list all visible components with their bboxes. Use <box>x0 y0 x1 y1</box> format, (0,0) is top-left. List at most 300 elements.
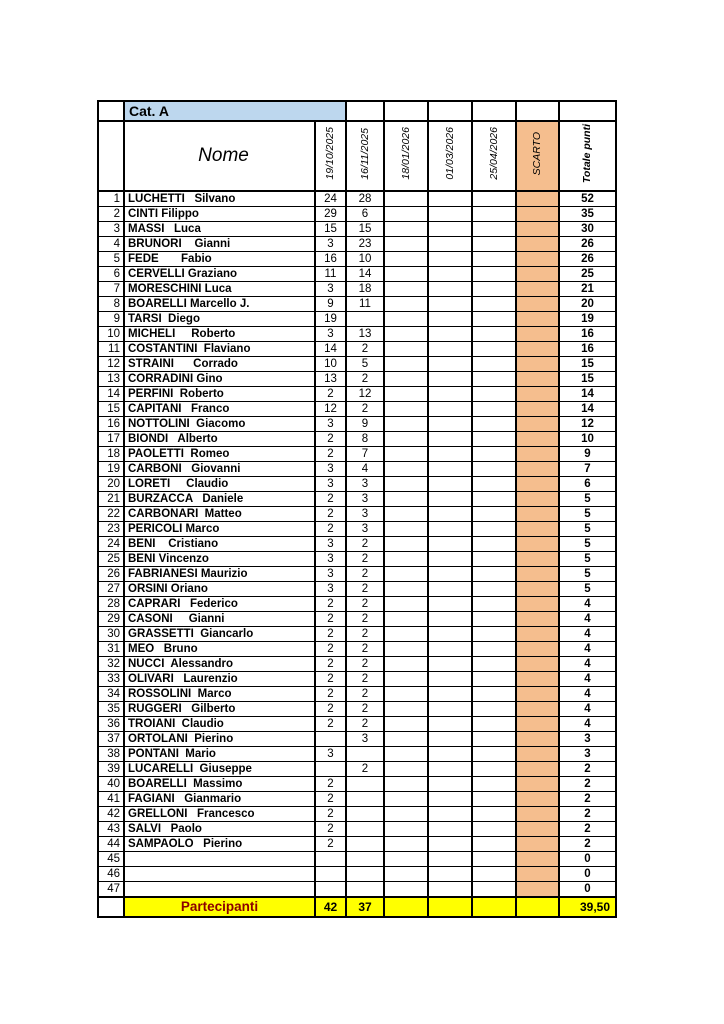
rank-cell: 40 <box>98 777 124 792</box>
score-cell-date2: 2 <box>346 657 384 672</box>
table-row <box>98 732 616 747</box>
score-cell-date5 <box>472 492 516 507</box>
score-cell-date4 <box>428 762 472 777</box>
table-row <box>98 822 616 837</box>
scarto-cell <box>516 207 559 222</box>
player-name-cell: COSTANTINI Flaviano <box>124 342 315 357</box>
rank-cell: 5 <box>98 252 124 267</box>
score-cell-date4 <box>428 237 472 252</box>
score-cell-date5 <box>472 432 516 447</box>
rank-cell: 11 <box>98 342 124 357</box>
table-row <box>98 522 616 537</box>
table-row <box>98 747 616 762</box>
empty-cell <box>428 101 472 121</box>
name-column-header <box>124 121 315 191</box>
score-cell-date3 <box>384 822 428 837</box>
table-row <box>98 402 616 417</box>
score-cell-date3 <box>384 837 428 852</box>
score-cell-date2: 3 <box>346 492 384 507</box>
score-cell-date2: 2 <box>346 717 384 732</box>
score-cell-date2 <box>346 792 384 807</box>
score-cell-date3 <box>384 342 428 357</box>
total-points-cell: 3 <box>559 747 616 762</box>
total-points-cell: 21 <box>559 282 616 297</box>
rank-cell: 2 <box>98 207 124 222</box>
category-title: Cat. A <box>124 101 346 121</box>
rank-cell: 33 <box>98 672 124 687</box>
scarto-cell <box>516 297 559 312</box>
score-cell-date2: 2 <box>346 672 384 687</box>
score-cell-date1: 2 <box>315 627 346 642</box>
rank-cell: 32 <box>98 657 124 672</box>
scarto-cell <box>516 387 559 402</box>
score-cell-date4 <box>428 672 472 687</box>
score-cell-date2: 9 <box>346 417 384 432</box>
total-points-cell: 35 <box>559 207 616 222</box>
total-column-header <box>559 121 616 191</box>
participants-count-2: 37 <box>346 897 384 917</box>
score-cell-date2: 2 <box>346 342 384 357</box>
empty-footer-cell <box>384 897 428 917</box>
total-points-cell: 0 <box>559 852 616 867</box>
total-points-cell: 2 <box>559 822 616 837</box>
score-cell-date1 <box>315 732 346 747</box>
total-points-cell: 25 <box>559 267 616 282</box>
total-points-cell: 6 <box>559 477 616 492</box>
corner-cell <box>98 101 124 121</box>
player-name-cell: BENI Vincenzo <box>124 552 315 567</box>
score-cell-date5 <box>472 732 516 747</box>
table-row <box>98 687 616 702</box>
score-cell-date4 <box>428 191 472 207</box>
score-cell-date5 <box>472 191 516 207</box>
score-cell-date3 <box>384 417 428 432</box>
score-cell-date5 <box>472 387 516 402</box>
rank-cell: 21 <box>98 492 124 507</box>
score-cell-date1: 3 <box>315 582 346 597</box>
score-cell-date4 <box>428 462 472 477</box>
score-cell-date1: 2 <box>315 702 346 717</box>
score-cell-date5 <box>472 357 516 372</box>
rank-cell: 3 <box>98 222 124 237</box>
table-row <box>98 627 616 642</box>
table-row <box>98 762 616 777</box>
score-cell-date5 <box>472 837 516 852</box>
date-label: 25/04/2026 <box>487 127 500 180</box>
score-cell-date5 <box>472 207 516 222</box>
score-cell-date4 <box>428 417 472 432</box>
date-column-header <box>315 121 346 191</box>
score-cell-date3 <box>384 717 428 732</box>
scarto-cell <box>516 837 559 852</box>
player-name-cell: LUCHETTI Silvano <box>124 191 315 207</box>
table-row <box>98 342 616 357</box>
table-row <box>98 417 616 432</box>
score-cell-date1: 2 <box>315 447 346 462</box>
date-label: 18/01/2026 <box>399 127 412 180</box>
score-cell-date1: 16 <box>315 252 346 267</box>
score-cell-date1: 2 <box>315 522 346 537</box>
total-points-cell: 12 <box>559 417 616 432</box>
player-name-cell <box>124 852 315 867</box>
player-name-cell: MICHELI Roberto <box>124 327 315 342</box>
score-cell-date2: 12 <box>346 387 384 402</box>
rank-cell: 25 <box>98 552 124 567</box>
score-cell-date1: 3 <box>315 417 346 432</box>
score-cell-date4 <box>428 387 472 402</box>
score-cell-date2: 7 <box>346 447 384 462</box>
scarto-cell <box>516 732 559 747</box>
player-name-cell: GRELLONI Francesco <box>124 807 315 822</box>
scarto-cell <box>516 462 559 477</box>
table-row <box>98 657 616 672</box>
player-name-cell: CARBONARI Matteo <box>124 507 315 522</box>
score-cell-date3 <box>384 597 428 612</box>
rank-cell: 27 <box>98 582 124 597</box>
score-cell-date2: 15 <box>346 222 384 237</box>
total-points-cell: 4 <box>559 687 616 702</box>
score-cell-date5 <box>472 522 516 537</box>
score-cell-date5 <box>472 402 516 417</box>
player-name-cell: CAPRARI Federico <box>124 597 315 612</box>
participants-row <box>98 897 616 917</box>
player-name-cell: NUCCI Alessandro <box>124 657 315 672</box>
score-cell-date1: 2 <box>315 717 346 732</box>
scarto-cell <box>516 237 559 252</box>
score-cell-date1: 3 <box>315 747 346 762</box>
rank-cell: 28 <box>98 597 124 612</box>
score-cell-date2: 3 <box>346 477 384 492</box>
score-cell-date3 <box>384 612 428 627</box>
score-cell-date5 <box>472 852 516 867</box>
score-cell-date4 <box>428 882 472 898</box>
score-cell-date4 <box>428 837 472 852</box>
score-cell-date5 <box>472 642 516 657</box>
score-cell-date1: 2 <box>315 657 346 672</box>
score-cell-date3 <box>384 522 428 537</box>
score-cell-date5 <box>472 762 516 777</box>
score-cell-date1: 10 <box>315 357 346 372</box>
total-points-cell: 9 <box>559 447 616 462</box>
rank-cell: 6 <box>98 267 124 282</box>
rank-cell: 22 <box>98 507 124 522</box>
score-cell-date1: 2 <box>315 507 346 522</box>
player-name-cell: PONTANI Mario <box>124 747 315 762</box>
player-name-cell: CARBONI Giovanni <box>124 462 315 477</box>
score-cell-date1: 13 <box>315 372 346 387</box>
name-header-label: Nome <box>198 145 249 166</box>
score-cell-date3 <box>384 567 428 582</box>
rank-cell: 18 <box>98 447 124 462</box>
rank-cell: 9 <box>98 312 124 327</box>
category-row <box>98 101 616 121</box>
scarto-cell <box>516 327 559 342</box>
score-cell-date5 <box>472 567 516 582</box>
total-points-cell: 15 <box>559 357 616 372</box>
score-cell-date3 <box>384 312 428 327</box>
table-row <box>98 357 616 372</box>
score-cell-date2: 2 <box>346 567 384 582</box>
scarto-cell <box>516 222 559 237</box>
rank-cell: 35 <box>98 702 124 717</box>
score-cell-date2: 2 <box>346 552 384 567</box>
player-name-cell <box>124 882 315 898</box>
score-cell-date5 <box>472 597 516 612</box>
scarto-cell <box>516 537 559 552</box>
score-cell-date3 <box>384 297 428 312</box>
score-cell-date3 <box>384 267 428 282</box>
score-cell-date5 <box>472 507 516 522</box>
score-cell-date2: 3 <box>346 507 384 522</box>
rank-cell: 41 <box>98 792 124 807</box>
score-cell-date2 <box>346 867 384 882</box>
score-cell-date1: 3 <box>315 567 346 582</box>
scarto-cell <box>516 552 559 567</box>
table-row <box>98 882 616 898</box>
score-cell-date4 <box>428 732 472 747</box>
score-cell-date3 <box>384 687 428 702</box>
score-cell-date1: 2 <box>315 837 346 852</box>
score-cell-date3 <box>384 432 428 447</box>
score-cell-date1: 3 <box>315 327 346 342</box>
scarto-cell <box>516 597 559 612</box>
score-cell-date3 <box>384 642 428 657</box>
player-name-cell: CORRADINI Gino <box>124 372 315 387</box>
rank-cell: 8 <box>98 297 124 312</box>
scarto-cell <box>516 867 559 882</box>
score-cell-date4 <box>428 612 472 627</box>
score-cell-date5 <box>472 447 516 462</box>
table-row <box>98 207 616 222</box>
player-name-cell: SALVI Paolo <box>124 822 315 837</box>
rank-cell: 13 <box>98 372 124 387</box>
table-row <box>98 597 616 612</box>
score-cell-date3 <box>384 222 428 237</box>
score-cell-date1: 14 <box>315 342 346 357</box>
spreadsheet-page <box>97 100 617 918</box>
rank-cell: 38 <box>98 747 124 762</box>
score-cell-date2 <box>346 777 384 792</box>
score-cell-date4 <box>428 657 472 672</box>
scarto-cell <box>516 252 559 267</box>
score-cell-date2: 2 <box>346 372 384 387</box>
scarto-cell <box>516 507 559 522</box>
scarto-label: SCARTO <box>531 131 544 176</box>
scarto-cell <box>516 702 559 717</box>
total-points-cell: 14 <box>559 387 616 402</box>
participants-average: 39,50 <box>559 897 616 917</box>
table-row <box>98 792 616 807</box>
score-cell-date1: 3 <box>315 537 346 552</box>
score-cell-date4 <box>428 492 472 507</box>
score-cell-date5 <box>472 537 516 552</box>
score-cell-date3 <box>384 327 428 342</box>
score-cell-date5 <box>472 717 516 732</box>
score-cell-date1: 2 <box>315 492 346 507</box>
rank-cell: 20 <box>98 477 124 492</box>
score-cell-date4 <box>428 702 472 717</box>
rank-cell: 30 <box>98 627 124 642</box>
score-cell-date3 <box>384 537 428 552</box>
score-cell-date4 <box>428 372 472 387</box>
player-name-cell: BOARELLI Marcello J. <box>124 297 315 312</box>
score-cell-date2: 6 <box>346 207 384 222</box>
score-cell-date4 <box>428 252 472 267</box>
total-points-cell: 5 <box>559 492 616 507</box>
score-cell-date4 <box>428 447 472 462</box>
score-cell-date2 <box>346 882 384 898</box>
player-name-cell: CASONI Gianni <box>124 612 315 627</box>
total-points-cell: 3 <box>559 732 616 747</box>
score-cell-date1: 3 <box>315 462 346 477</box>
scarto-cell <box>516 567 559 582</box>
player-name-cell: RUGGERI Gilberto <box>124 702 315 717</box>
rank-cell: 24 <box>98 537 124 552</box>
score-cell-date4 <box>428 402 472 417</box>
table-row <box>98 552 616 567</box>
score-cell-date4 <box>428 747 472 762</box>
table-row <box>98 312 616 327</box>
score-cell-date5 <box>472 267 516 282</box>
score-cell-date1: 2 <box>315 672 346 687</box>
total-points-cell: 5 <box>559 507 616 522</box>
scarto-cell <box>516 492 559 507</box>
score-cell-date5 <box>472 222 516 237</box>
score-cell-date5 <box>472 462 516 477</box>
total-points-cell: 4 <box>559 702 616 717</box>
player-name-cell: OLIVARI Laurenzio <box>124 672 315 687</box>
player-name-cell: BURZACCA Daniele <box>124 492 315 507</box>
score-cell-date5 <box>472 882 516 898</box>
scarto-cell <box>516 477 559 492</box>
rank-cell: 19 <box>98 462 124 477</box>
score-cell-date5 <box>472 372 516 387</box>
score-cell-date5 <box>472 777 516 792</box>
rank-cell: 31 <box>98 642 124 657</box>
player-name-cell: TROIANI Claudio <box>124 717 315 732</box>
empty-footer-cell <box>428 897 472 917</box>
rows-body <box>98 191 616 897</box>
rank-cell: 39 <box>98 762 124 777</box>
empty-footer-cell <box>516 897 559 917</box>
total-points-cell: 16 <box>559 327 616 342</box>
score-cell-date4 <box>428 867 472 882</box>
table-row <box>98 777 616 792</box>
score-cell-date3 <box>384 747 428 762</box>
table-row <box>98 432 616 447</box>
score-cell-date5 <box>472 312 516 327</box>
table-row <box>98 582 616 597</box>
player-name-cell: STRAINI Corrado <box>124 357 315 372</box>
rank-cell: 14 <box>98 387 124 402</box>
score-cell-date1: 2 <box>315 777 346 792</box>
rank-cell: 23 <box>98 522 124 537</box>
score-cell-date2: 2 <box>346 612 384 627</box>
total-points-cell: 5 <box>559 522 616 537</box>
scarto-cell <box>516 747 559 762</box>
score-cell-date1: 2 <box>315 822 346 837</box>
table-row <box>98 537 616 552</box>
total-points-cell: 5 <box>559 582 616 597</box>
score-cell-date5 <box>472 702 516 717</box>
score-cell-date4 <box>428 267 472 282</box>
score-cell-date3 <box>384 777 428 792</box>
player-name-cell: PERFINI Roberto <box>124 387 315 402</box>
empty-footer-cell <box>472 897 516 917</box>
player-name-cell: SAMPAOLO Pierino <box>124 837 315 852</box>
table-row <box>98 327 616 342</box>
date-column-header <box>472 121 516 191</box>
rank-cell: 29 <box>98 612 124 627</box>
score-cell-date5 <box>472 627 516 642</box>
scarto-cell <box>516 432 559 447</box>
score-cell-date1: 12 <box>315 402 346 417</box>
table-row <box>98 507 616 522</box>
score-cell-date1: 3 <box>315 552 346 567</box>
header-row <box>98 121 616 191</box>
empty-cell <box>559 101 616 121</box>
score-cell-date3 <box>384 732 428 747</box>
score-cell-date2: 28 <box>346 191 384 207</box>
score-cell-date5 <box>472 747 516 762</box>
score-cell-date3 <box>384 582 428 597</box>
score-cell-date2: 18 <box>346 282 384 297</box>
score-cell-date1: 24 <box>315 191 346 207</box>
ranking-table <box>97 100 617 918</box>
player-name-cell: CAPITANI Franco <box>124 402 315 417</box>
player-name-cell: FABRIANESI Maurizio <box>124 567 315 582</box>
score-cell-date2: 2 <box>346 702 384 717</box>
score-cell-date2: 5 <box>346 357 384 372</box>
score-cell-date4 <box>428 297 472 312</box>
score-cell-date1: 9 <box>315 297 346 312</box>
player-name-cell: FAGIANI Gianmario <box>124 792 315 807</box>
player-name-cell: MEO Bruno <box>124 642 315 657</box>
score-cell-date4 <box>428 327 472 342</box>
score-cell-date1: 2 <box>315 642 346 657</box>
total-points-cell: 5 <box>559 537 616 552</box>
score-cell-date4 <box>428 777 472 792</box>
score-cell-date3 <box>384 882 428 898</box>
score-cell-date2: 2 <box>346 597 384 612</box>
score-cell-date1 <box>315 867 346 882</box>
player-name-cell: GRASSETTI Giancarlo <box>124 627 315 642</box>
scarto-cell <box>516 612 559 627</box>
scarto-cell <box>516 777 559 792</box>
date-column-header <box>428 121 472 191</box>
player-name-cell: BRUNORI Gianni <box>124 237 315 252</box>
score-cell-date1: 2 <box>315 687 346 702</box>
rank-cell: 12 <box>98 357 124 372</box>
rank-cell: 45 <box>98 852 124 867</box>
player-name-cell: PERICOLI Marco <box>124 522 315 537</box>
score-cell-date4 <box>428 537 472 552</box>
score-cell-date3 <box>384 552 428 567</box>
table-row <box>98 191 616 207</box>
score-cell-date3 <box>384 627 428 642</box>
score-cell-date5 <box>472 612 516 627</box>
total-points-cell: 10 <box>559 432 616 447</box>
total-points-cell: 2 <box>559 792 616 807</box>
score-cell-date2: 3 <box>346 732 384 747</box>
score-cell-date2: 2 <box>346 642 384 657</box>
score-cell-date1: 2 <box>315 597 346 612</box>
score-cell-date2: 2 <box>346 762 384 777</box>
score-cell-date1: 3 <box>315 237 346 252</box>
score-cell-date1 <box>315 762 346 777</box>
rank-cell: 44 <box>98 837 124 852</box>
rank-cell: 37 <box>98 732 124 747</box>
